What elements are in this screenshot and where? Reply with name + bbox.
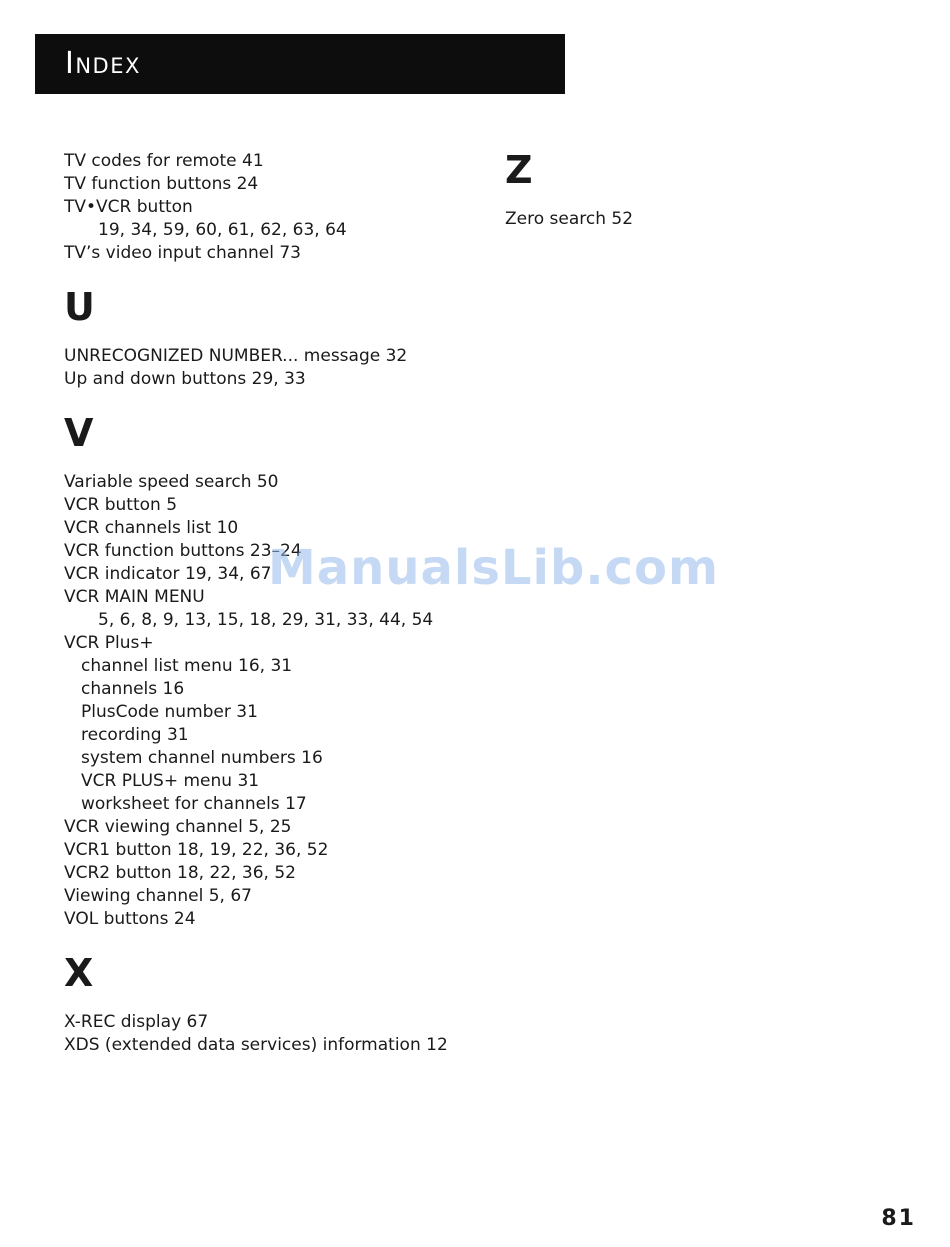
manualslib-watermark: ManualsLib.com — [268, 540, 719, 596]
section-letter-z: Z — [505, 148, 533, 192]
index-entry: UNRECOGNIZED NUMBER... message 32 — [64, 346, 408, 366]
index-subentry: worksheet for channels 17 — [81, 794, 307, 814]
index-subentry: recording 31 — [81, 725, 189, 745]
index-entry: VCR MAIN MENU — [64, 587, 205, 607]
index-entry: VCR button 5 — [64, 495, 178, 515]
index-entry: TV’s video input channel 73 — [64, 243, 301, 263]
index-entry: TV•VCR button — [64, 197, 193, 217]
right-column — [505, 150, 925, 231]
index-subentry: VCR PLUS+ menu 31 — [81, 771, 260, 791]
index-entry: TV codes for remote 41 — [64, 151, 264, 171]
section-letter-u: U — [64, 285, 95, 329]
index-entry: Variable speed search 50 — [64, 472, 279, 492]
u-section — [64, 345, 504, 391]
index-entry-pages: 19, 34, 59, 60, 61, 62, 63, 64 — [98, 220, 347, 240]
page-title: Index — [65, 46, 141, 81]
section-letter-v: V — [64, 411, 94, 455]
index-entry: Up and down buttons 29, 33 — [64, 369, 306, 389]
index-subentry: channels 16 — [81, 679, 185, 699]
index-entry: VCR2 button 18, 22, 36, 52 — [64, 863, 296, 883]
index-subentry: system channel numbers 16 — [81, 748, 323, 768]
index-entry: VCR indicator 19, 34, 67 — [64, 564, 272, 584]
t-continuation-group — [64, 150, 504, 265]
index-entry: VCR function buttons 23–24 — [64, 541, 302, 561]
index-subentry: channel list menu 16, 31 — [81, 656, 293, 676]
index-entry: VCR1 button 18, 19, 22, 36, 52 — [64, 840, 329, 860]
index-header-bar — [35, 34, 565, 94]
index-subentry: PlusCode number 31 — [81, 702, 258, 722]
index-entry: TV function buttons 24 — [64, 174, 259, 194]
left-column — [64, 150, 504, 1057]
index-entry: VCR channels list 10 — [64, 518, 239, 538]
index-entry: X-REC display 67 — [64, 1012, 209, 1032]
index-entry: VCR Plus+ — [64, 633, 154, 653]
index-entry: VCR viewing channel 5, 25 — [64, 817, 292, 837]
page-number: 81 — [881, 1206, 916, 1231]
index-entry: XDS (extended data services) information 12 — [64, 1035, 448, 1055]
x-section — [64, 1011, 504, 1057]
index-entry: Viewing channel 5, 67 — [64, 886, 252, 906]
index-entry-pages: 5, 6, 8, 9, 13, 15, 18, 29, 31, 33, 44, 54 — [98, 610, 434, 630]
index-entry: Zero search 52 — [505, 209, 634, 229]
index-entry: VOL buttons 24 — [64, 909, 196, 929]
section-letter-x: X — [64, 951, 94, 995]
